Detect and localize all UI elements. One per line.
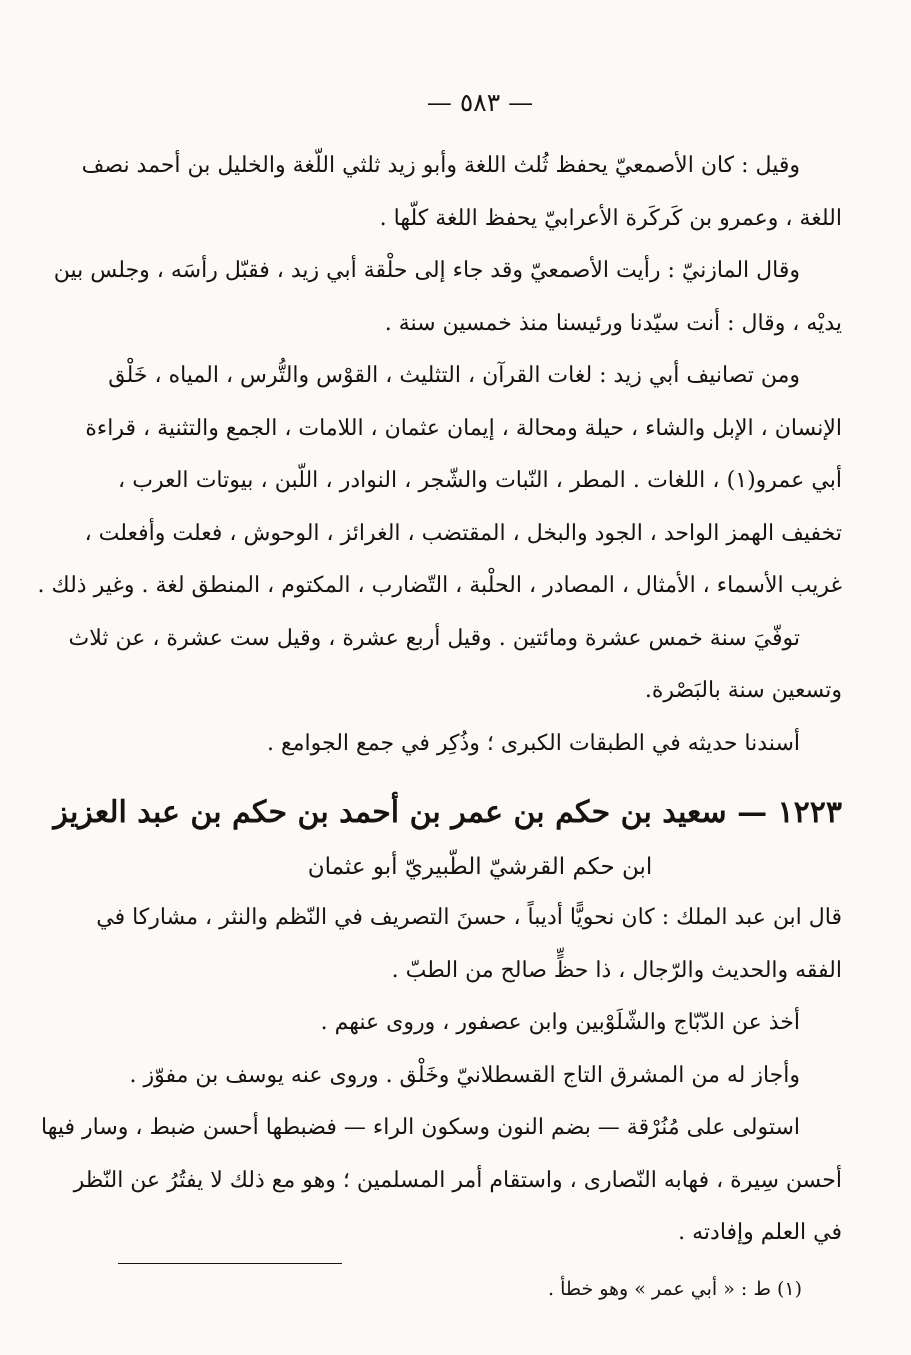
paragraph-2: [53, 245, 842, 350]
text-line: اللغة ، وعمرو بن كَركَرة الأعرابيّ يحفظ اللغة كلّها .: [379, 205, 842, 231]
paragraph-8: [118, 1050, 842, 1103]
page-number: — ٥٨٣ —: [426, 88, 534, 117]
text-line: ومن تصانيف أبي زيد : لغات القرآن ، التثليث ، القوْس والتُّرس ، المياه ، خَلْق: [108, 363, 800, 388]
text-line: أسندنا حديثه في الطبقات الكبرى ؛ وذُكِر في جمع الجوامع .: [267, 730, 800, 756]
paragraph-7: [118, 997, 842, 1050]
text-line: أبي عمرو(١) ، اللغات . المطر ، النّبات والشّجر ، النوادر ، اللّبن ، بيوتات العرب ،: [118, 468, 842, 493]
text-line: في العلم وإفادته .: [678, 1220, 842, 1245]
text-line: وأجاز له من المشرق التاج القسطلانيّ وخَلْق . وروى عنه يوسف بن مفوّز .: [129, 1062, 800, 1088]
paragraph-9: [41, 1102, 842, 1260]
page-body: [37, 82, 842, 1260]
paragraph-3: [37, 350, 842, 613]
text-line: يديْه ، وقال : أنت سيّدنا ورئيسنا منذ خمسين سنة .: [384, 310, 842, 336]
text-line: توفّيَ سنة خمس عشرة ومائتين . وقيل أربع عشرة ، وقيل ست عشرة ، عن ثلاث: [68, 625, 800, 651]
text-line: غريب الأسماء ، الأمثال ، المصادر ، الحلْبة ، التّضارب ، المكتوم ، المنطق لغة . وغير ذلك .: [37, 573, 842, 598]
text-line: استولى على مُنُرْقة — بضم النون وسكون الراء — فضبطها أحسن ضبط ، وسار فيها: [41, 1115, 800, 1140]
paragraph-6: [96, 892, 842, 997]
paragraph-1: [81, 140, 842, 245]
text-line: وقال المازنيّ : رأيت الأصمعيّ وقد جاء إلى حلْقة أبي زيد ، فقبّل رأسَه ، وجلس بين: [53, 258, 800, 283]
text-line: الفقه والحديث والرّجال ، ذا حظٍّ صالح من الطبّ .: [391, 957, 842, 983]
text-line: قال ابن عبد الملك : كان نحويًّا أديباً ، حسنَ التصريف في النّظم والنثر ، مشاركا في: [96, 905, 842, 930]
footnote-divider: [118, 1263, 342, 1264]
text-line: تخفيف الهمز الواحد ، الجود والبخل ، المقتضب ، الغرائز ، الوحوش ، فعلت وأفعلت ،: [84, 520, 842, 546]
entry-subheading: ابن حكم القرشيّ الطّبيريّ أبو عثمان: [307, 854, 653, 880]
text-line: وقيل : كان الأصمعيّ يحفظ ثُلث اللغة وأبو زيد ثلثي اللّغة والخليل بن أحمد نصف: [81, 153, 800, 178]
paragraph-5: [118, 718, 842, 771]
text-line: الإنسان ، الإبل والشاء ، حيلة ومحالة ، إيمان عثمان ، اللامات ، الجمع والتثنية ، قراءة: [85, 415, 842, 441]
footnote: (١) ط : « أبي عمر » وهو خطأ .: [547, 1278, 802, 1300]
text-line: أخذ عن الدّبّاج والشّلَوْبين وابن عصفور ، وروى عنهم .: [320, 1010, 800, 1035]
paragraph-4: [68, 613, 842, 718]
text-line: وتسعين سنة بالبَصْرة.: [644, 678, 842, 703]
text-line: أحسن سِيرة ، فهابه النّصارى ، واستقام أمر المسلمين ؛ وهو مع ذلك لا يفتُرُ عن النّظر: [73, 1167, 842, 1193]
entry-heading: ١٢٢٣ — سعيد بن حكم بن عمر بن أحمد بن حكم بن عبد العزيز: [53, 795, 842, 830]
